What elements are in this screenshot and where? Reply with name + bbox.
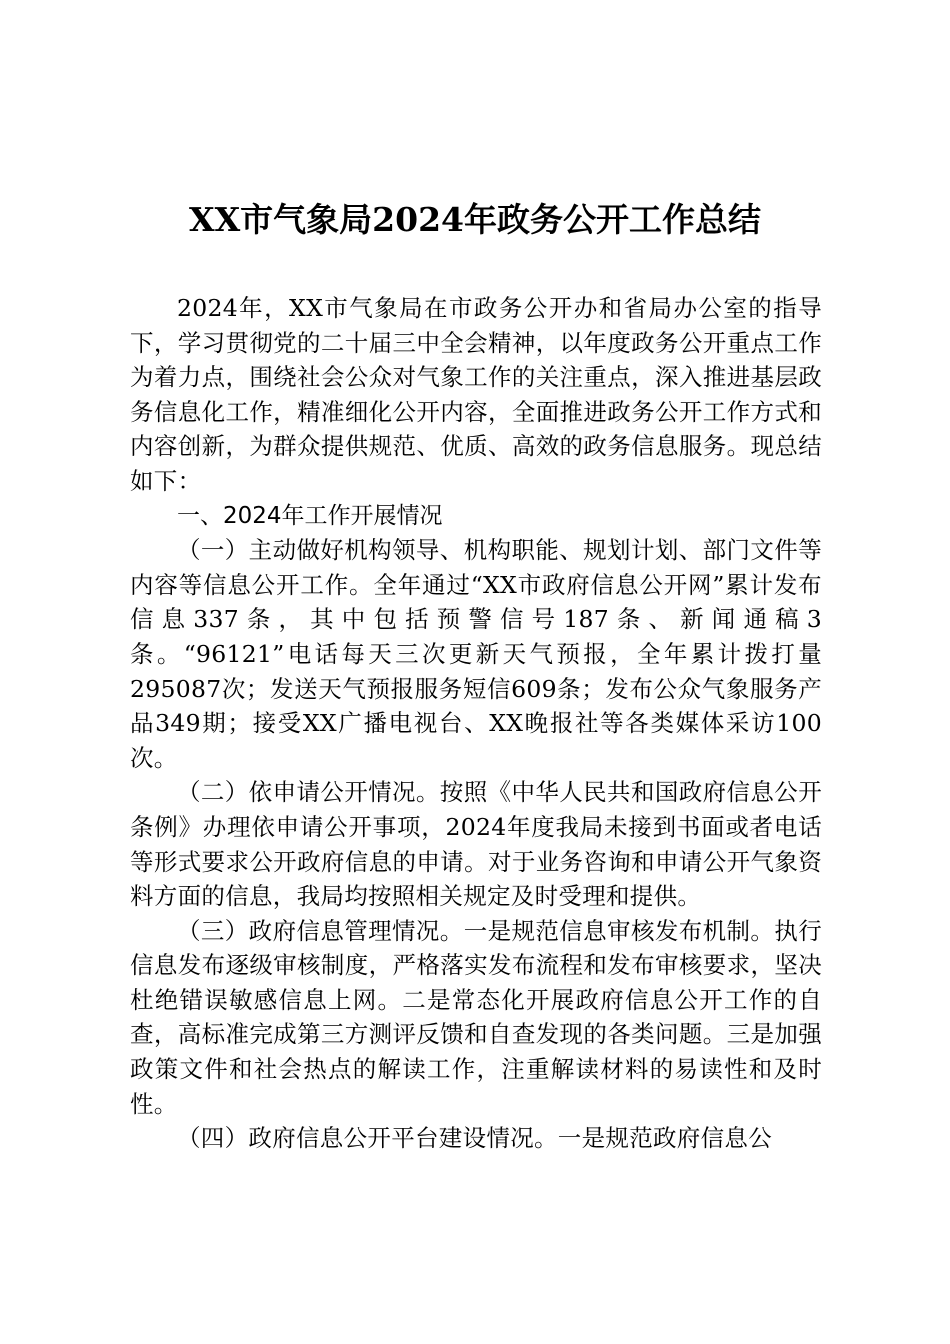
intro-paragraph: 2024年，XX市气象局在市政务公开办和省局办公室的指导下，学习贯彻党的二十届三中全会精神，以年度政务公开重点工作为着力点，围绕社会公众对气象工作的关注重点，深入推进基层政务信息化工作，精准细化公开内容，全面推进政务公开工作方式和内容创新，为群众提供规范、优质、高效的政务信息服务。现总结如下： <box>130 294 822 495</box>
document-body <box>130 291 822 1156</box>
paragraph-2: （二）依申请公开情况。按照《中华人民共和国政府信息公开条例》办理依申请公开事项，2024年度我局未接到书面或者电话等形式要求公开政府信息的申请。对于业务咨询和申请公开气象资料方面的信息，我局均按照相关规定及时受理和提供。 <box>130 778 822 911</box>
section-heading-1: 一、2024年工作开展情况 <box>177 502 443 529</box>
document-title: XX市气象局2024年政务公开工作总结 <box>188 200 762 239</box>
paragraph-3: （三）政府信息管理情况。一是规范信息审核发布机制。执行信息发布逐级审核制度，严格落实发布流程和发布审核要求，坚决杜绝错误敏感信息上网。二是常态化开展政府信息公开工作的自查，高标准完成第三方测评反馈和自查发现的各类问题。三是加强政策文件和社会热点的解读工作，注重解读材料的易读性和及时性。 <box>130 916 822 1118</box>
paragraph-1: （一）主动做好机构领导、机构职能、规划计划、部门文件等内容等信息公开工作。全年通过“XX市政府信息公开网”累计发布信息337条，其中包括预警信号187条、新闻通稿3条。“96121”电话每天三次更新天气预报，全年累计拨打量295087次；发送天气预报服务短信609条；发布公众气象服务产品349期；接受XX广播电视台、XX晚报社等各类媒体采访100次。 <box>130 536 822 772</box>
paragraph-4: （四）政府信息公开平台建设情况。一是规范政府信息公 <box>177 1124 772 1153</box>
